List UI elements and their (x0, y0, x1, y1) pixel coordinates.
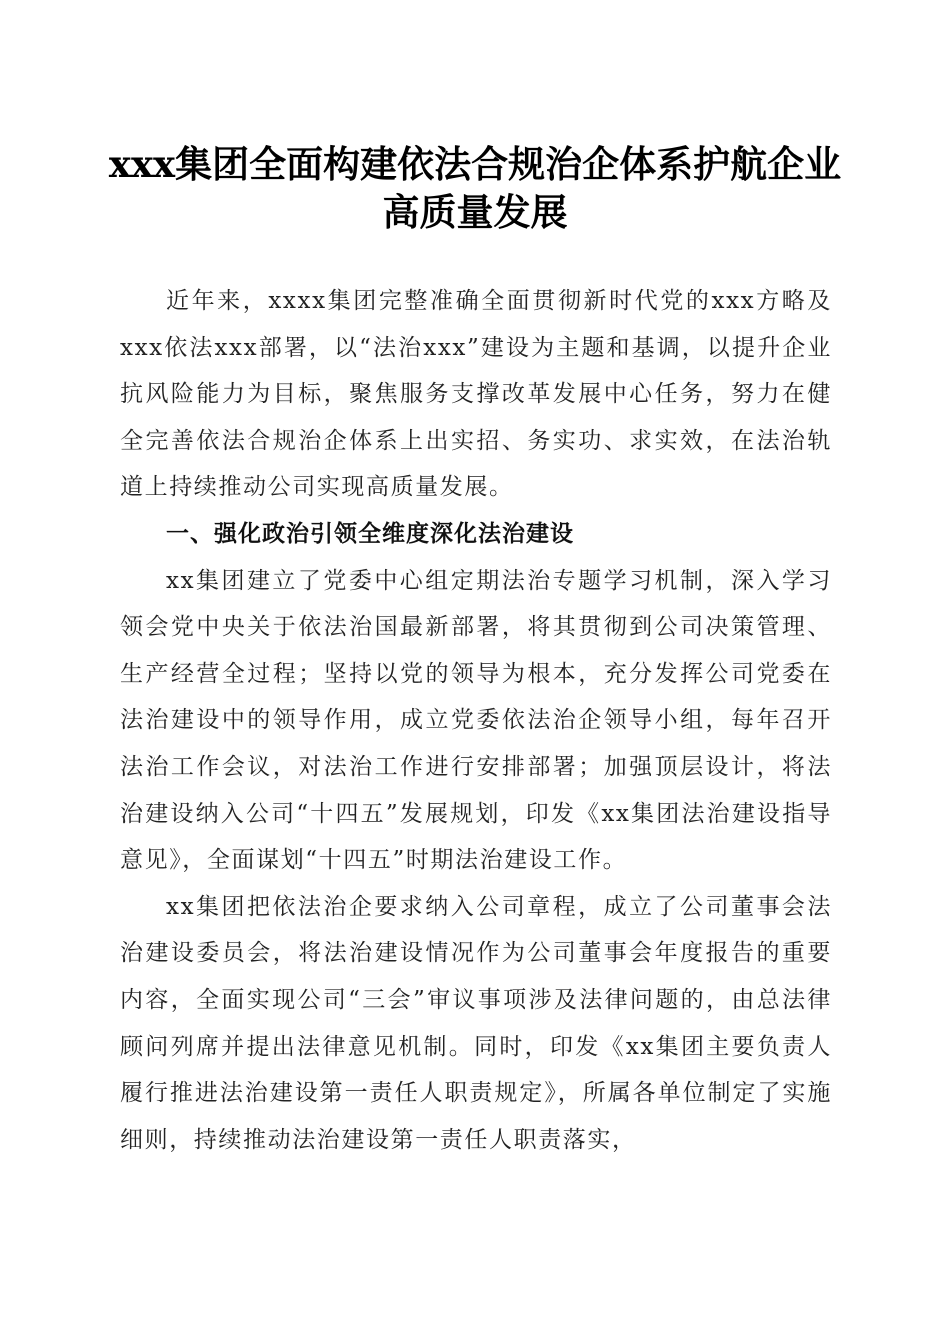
section-heading-1: 一、强化政治引领全维度深化法治建设 (166, 520, 574, 547)
paragraph-3: xx集团把依法治企要求纳入公司章程，成立了公司董事会法治建设委员会，将法治建设情况作为公司董事会年度报告的重要内容，全面实现公司“三会”审议事项涉及法律问题的，由总法律顾问列席并提出法律意见机制。同时，印发《xx集团主要负责人履行推进法治建设第一责任人职责规定》，所属各单位制定了实施细则，持续推动法治建设第一责任人职责落实， (120, 893, 832, 1153)
document-body (120, 278, 832, 1163)
title-line-1: xxx集团全面构建依法合规治企体系护航企业 (108, 142, 842, 186)
title-line-2: 高质量发展 (382, 190, 568, 234)
document-title (100, 140, 850, 236)
paragraph-2: xx集团建立了党委中心组定期法治专题学习机制，深入学习领会党中央关于依法治国最新部署，将其贯彻到公司决策管理、生产经营全过程；坚持以党的领导为根本，充分发挥公司党委在法治建设中的领导作用，成立党委依法治企领导小组，每年召开法治工作会议，对法治工作进行安排部署；加强顶层设计，将法治建设纳入公司“十四五”发展规划，印发《xx集团法治建设指导意见》，全面谋划“十四五”时期法治建设工作。 (120, 567, 832, 874)
paragraph-intro: 近年来，xxxx集团完整准确全面贯彻新时代党的xxx方略及xxx依法xxx部署，以“法治xxx”建设为主题和基调，以提升企业抗风险能力为目标，聚焦服务支撑改革发展中心任务，努力在健全完善依法合规治企体系上出实招、务实功、求实效，在法治轨道上持续推动公司实现高质量发展。 (120, 288, 832, 501)
